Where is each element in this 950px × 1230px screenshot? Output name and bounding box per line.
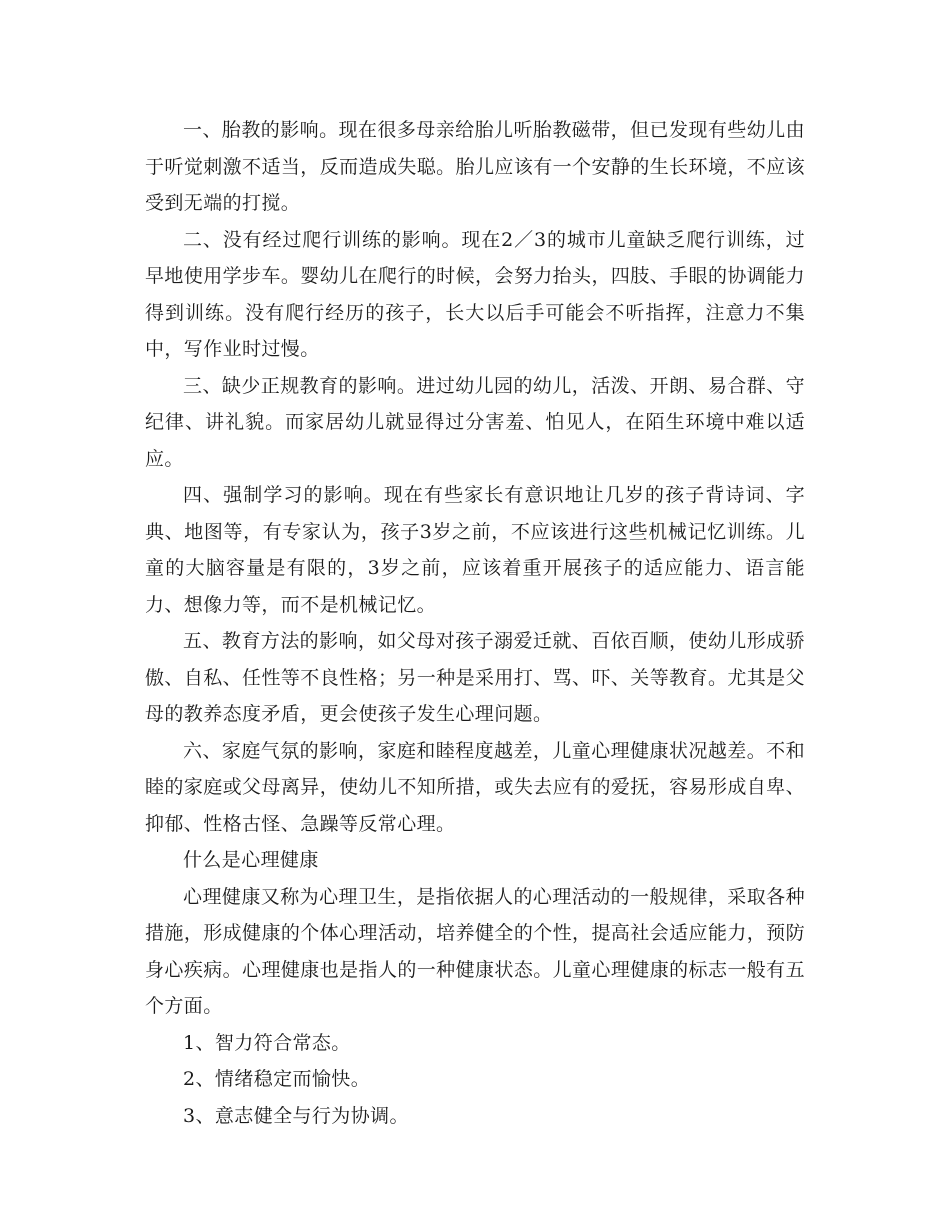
list-item-emotion: 2、情绪稳定而愉快。 xyxy=(183,1068,371,1090)
paragraph-education-methods: 五、教育方法的影响，如父母对孩子溺爱迁就、百依百顺，使幼儿形成骄傲、自私、任性等不良性格；另一种是采用打、骂、吓、关等教育。尤其是父母的教养态度矛盾，更会使孩子发生心理问题。 xyxy=(145,630,805,725)
document-body xyxy=(145,112,805,1134)
paragraph-prenatal-education: 一、胎教的影响。现在很多母亲给胎儿听胎教磁带，但已发现有些幼儿由于听觉刺激不适当，反而造成失聪。胎儿应该有一个安静的生长环境，不应该受到无端的打搅。 xyxy=(145,119,805,214)
paragraph-crawling-training: 二、没有经过爬行训练的影响。现在2／3的城市儿童缺乏爬行训练，过早地使用学步车。婴幼儿在爬行的时候，会努力抬头，四肢、手眼的协调能力得到训练。没有爬行经历的孩子，长大以后手可能会不听指挥，注意力不集中，写作业时过慢。 xyxy=(145,228,805,360)
paragraph-mental-health-definition: 心理健康又称为心理卫生，是指依据人的心理活动的一般规律，采取各种措施，形成健康的个体心理活动，培养健全的个性，提高社会适应能力，预防身心疾病。心理健康也是指人的一种健康状态。儿童心理健康的标志一般有五个方面。 xyxy=(145,885,805,1017)
paragraph-formal-education: 三、缺少正规教育的影响。进过幼儿园的幼儿，活泼、开朗、易合群、守纪律、讲礼貌。而家居幼儿就显得过分害羞、怕见人，在陌生环境中难以适应。 xyxy=(145,374,805,470)
paragraph-forced-learning: 四、强制学习的影响。现在有些家长有意识地让几岁的孩子背诗词、字典、地图等，有专家认为，孩子3岁之前，不应该进行这些机械记忆训练。儿童的大脑容量是有限的，3岁之前，应该着重开展孩子的适应能力、语言能力、想像力等，而不是机械记忆。 xyxy=(145,484,805,616)
list-item-will-behavior: 3、意志健全与行为协调。 xyxy=(183,1104,409,1127)
section-heading-mental-health: 什么是心理健康 xyxy=(183,849,319,871)
paragraph-family-atmosphere: 六、家庭气氛的影响，家庭和睦程度越差，儿童心理健康状况越差。不和睦的家庭或父母离异，使幼儿不知所措，或失去应有的爱抚，容易形成自卑、抑郁、性格古怪、急躁等反常心理。 xyxy=(145,739,805,835)
list-item-intelligence: 1、智力符合常态。 xyxy=(183,1031,351,1054)
